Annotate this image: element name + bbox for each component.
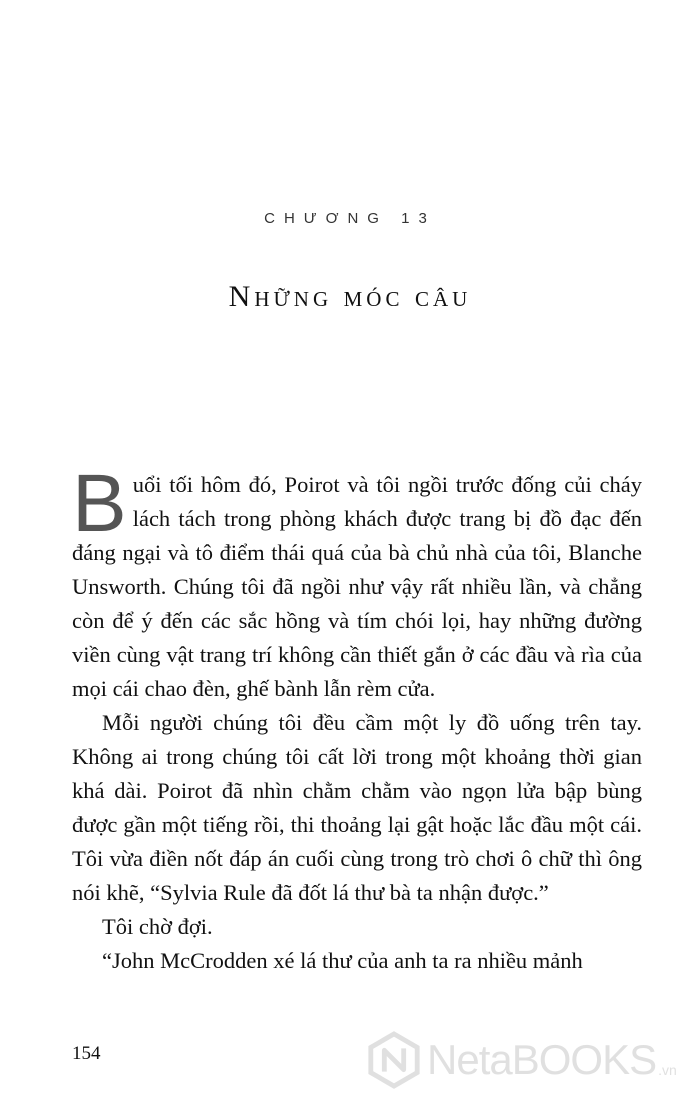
page-number: 154 [72, 1043, 101, 1064]
drop-cap: B [72, 458, 127, 549]
neta-logo-icon [365, 1031, 423, 1089]
watermark-brand: NetaBOOKS [427, 1036, 657, 1083]
chapter-title: Những móc câu [228, 280, 472, 313]
paragraph-1 [72, 458, 642, 706]
body-text [72, 458, 642, 978]
paragraph-3: Tôi chờ đợi. [102, 914, 213, 939]
chapter-label: CHƯƠNG 13 [264, 210, 436, 227]
watermark-suffix: .vn [658, 1062, 677, 1078]
paragraph-2: Mỗi người chúng tôi đều cầm một ly đồ uống trên tay. Không ai trong chúng tôi cất lời trong một khoảng thời gian khá dài. Poirot đã nhìn chằm chằm vào ngọn lửa bập bùng được gần một tiếng rồi, thi thoảng lại gật hoặc lắc đầu một cái. Tôi vừa điền nốt đáp án cuối cùng trong trò chơi ô chữ thì ông nói khẽ, “Sylvia Rule đã đốt lá thư bà ta nhận được.” [72, 710, 642, 905]
watermark [365, 1030, 677, 1090]
paragraph-1-text: uổi tối hôm đó, Poirot và tôi ngồi trước đống củi cháy lách tách trong phòng khách được trang bị đồ đạc đến đáng ngại và tô điểm thái quá của bà chủ nhà của tôi, Blanche Unsworth. Chúng tôi đã ngồi như vậy rất nhiều lần, và chẳng còn để ý đến các sắc hồng và tím chói lọi, hay những đường viền cùng vật trang trí không cần thiết gắn ở các đầu và rìa của mọi cái chao đèn, ghế bành lẫn rèm cửa. [72, 472, 642, 701]
paragraph-4: “John McCrodden xé lá thư của anh ta ra nhiều mảnh [102, 948, 583, 973]
